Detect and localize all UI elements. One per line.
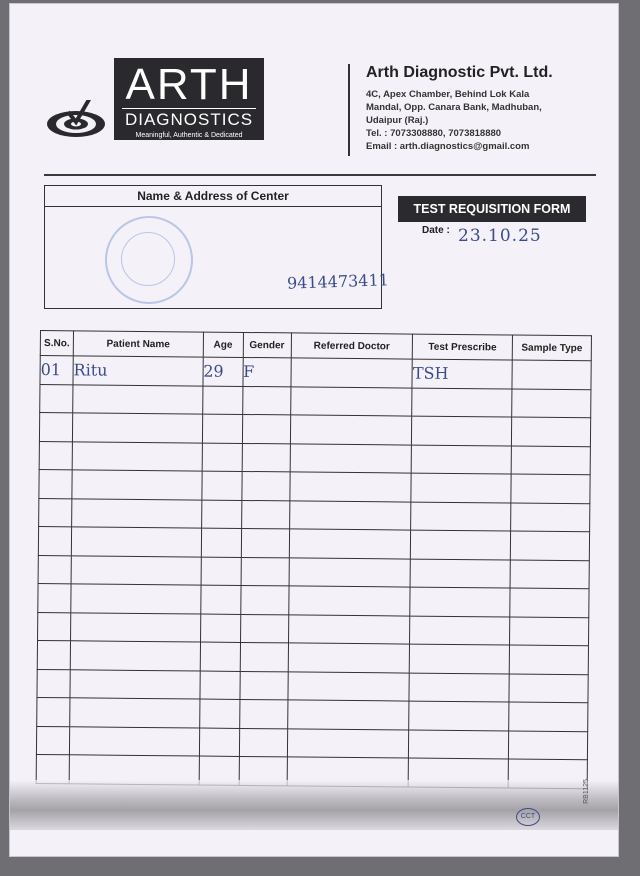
center-address-box — [44, 185, 390, 309]
table-cell — [508, 731, 587, 760]
logo-sub: DIAGNOSTICS — [122, 108, 256, 129]
circled-mark: CCT — [516, 808, 540, 826]
company-name: Arth Diagnostic Pvt. Ltd. — [366, 64, 553, 81]
table-cell — [510, 617, 589, 646]
table-cell — [72, 470, 202, 500]
table-cell — [239, 728, 287, 757]
table-cell — [202, 471, 242, 500]
table-cell — [199, 699, 239, 728]
table-cell — [288, 614, 410, 644]
table-cell — [288, 586, 410, 616]
table-cell — [287, 728, 409, 758]
table-cell — [511, 446, 590, 475]
handwritten-phone: 9414473411 — [286, 270, 390, 293]
table-cell — [38, 583, 71, 612]
date-value: 23.10.25 — [458, 226, 542, 246]
table-cell — [37, 697, 70, 726]
table-cell — [242, 386, 290, 415]
phone-line: Tel. : 7073308880, 7073818880 — [366, 128, 502, 139]
table-cell — [510, 560, 589, 589]
table-cell — [70, 641, 200, 671]
table-cell — [240, 642, 288, 671]
table-cell — [39, 413, 72, 442]
col-test-prescribe: Test Prescribe — [413, 334, 513, 360]
table-cell — [289, 500, 411, 530]
col-patient-name: Patient Name — [73, 331, 203, 357]
table-cell — [70, 698, 200, 728]
table-cell — [410, 587, 510, 616]
table-cell — [411, 445, 511, 474]
table-cell: 01 — [40, 356, 73, 385]
table-cell — [410, 616, 510, 645]
table-cell — [200, 614, 240, 643]
email-line: Email : arth.diagnostics@gmail.com — [366, 141, 530, 152]
table-cell — [509, 645, 588, 674]
table-cell — [201, 500, 241, 529]
table-cell — [202, 386, 242, 415]
table-cell — [512, 360, 591, 389]
brand-logo — [114, 58, 264, 140]
header-divider — [348, 64, 350, 156]
table-cell — [291, 358, 413, 388]
table-cell — [409, 701, 509, 730]
table-cell — [72, 413, 202, 443]
col-sno: S.No. — [40, 331, 73, 356]
table-cell — [201, 557, 241, 586]
table-cell — [239, 699, 287, 728]
table-cell — [410, 559, 510, 588]
table-cell — [289, 472, 411, 502]
table-cell: Ritu — [73, 356, 203, 386]
table-cell — [69, 726, 199, 756]
table-cell — [290, 415, 412, 445]
table-cell — [201, 528, 241, 557]
table-cell — [240, 671, 288, 700]
table-cell — [40, 384, 73, 413]
table-cell — [509, 702, 588, 731]
header-rule — [44, 174, 596, 176]
table-cell — [202, 443, 242, 472]
table-cell — [71, 527, 201, 557]
table-cell — [38, 612, 71, 641]
address-line: Udaipur (Raj.) — [366, 115, 429, 126]
company-address — [366, 88, 596, 153]
table-cell — [410, 644, 510, 673]
table-cell — [242, 443, 290, 472]
table-cell — [290, 386, 412, 416]
table-cell — [511, 474, 590, 503]
table-cell — [36, 726, 69, 755]
table-cell — [200, 671, 240, 700]
table-cell — [38, 555, 71, 584]
table-cell — [200, 585, 240, 614]
table-cell — [38, 526, 71, 555]
address-line: Mandal, Opp. Canara Bank, Madhuban, — [366, 102, 542, 113]
table-cell — [288, 643, 410, 673]
table-cell: 29 — [203, 357, 243, 386]
address-line: 4C, Apex Chamber, Behind Lok Kala — [366, 89, 530, 100]
table-cell — [287, 700, 409, 730]
table-cell — [39, 498, 72, 527]
logo-brand: ARTH — [125, 60, 253, 109]
table-cell — [240, 585, 288, 614]
table-cell — [199, 728, 239, 757]
table-cell — [37, 640, 70, 669]
table-cell — [510, 531, 589, 560]
table-cell — [512, 389, 591, 418]
table-cell — [202, 414, 242, 443]
table-cell — [241, 557, 289, 586]
table-cell — [411, 502, 511, 531]
table-cell — [70, 612, 200, 642]
table-cell — [409, 673, 509, 702]
table-cell — [242, 414, 290, 443]
table-cell — [70, 669, 200, 699]
table-cell — [411, 473, 511, 502]
table-cell — [289, 529, 411, 559]
center-stamp — [105, 216, 193, 304]
col-gender: Gender — [243, 332, 291, 357]
table-cell — [72, 498, 202, 528]
table-cell — [510, 588, 589, 617]
table-cell — [37, 669, 70, 698]
table-cell — [512, 417, 591, 446]
col-referred-doctor: Referred Doctor — [291, 333, 413, 359]
target-logo-icon — [46, 100, 108, 138]
center-title: Name & Address of Center — [45, 186, 381, 207]
form-title: TEST REQUISITION FORM — [398, 196, 586, 222]
table-cell — [36, 754, 69, 783]
print-code: RB1125 — [582, 779, 590, 804]
table-cell — [289, 557, 411, 587]
table-cell — [288, 671, 410, 701]
table-cell — [412, 416, 512, 445]
table-cell — [511, 503, 590, 532]
table-cell — [409, 730, 509, 759]
table-cell — [39, 469, 72, 498]
date-label: Date : — [422, 225, 450, 236]
table-cell — [71, 584, 201, 614]
table-cell — [412, 388, 512, 417]
table-cell — [71, 555, 201, 585]
table-cell — [200, 642, 240, 671]
patient-table — [36, 330, 592, 789]
col-sample-type: Sample Type — [512, 335, 591, 361]
table-cell — [290, 443, 412, 473]
table-cell — [241, 500, 289, 529]
table-cell — [411, 530, 511, 559]
table-cell — [509, 674, 588, 703]
table-cell — [241, 528, 289, 557]
table-cell: TSH — [412, 359, 512, 388]
table-cell — [72, 441, 202, 471]
logo-tagline: Meaningful, Authentic & Dedicated — [135, 132, 243, 139]
table-cell: F — [243, 357, 291, 386]
table-cell — [73, 384, 203, 414]
table-cell — [240, 614, 288, 643]
table-cell — [39, 441, 72, 470]
col-age: Age — [203, 332, 243, 357]
table-cell — [241, 471, 289, 500]
